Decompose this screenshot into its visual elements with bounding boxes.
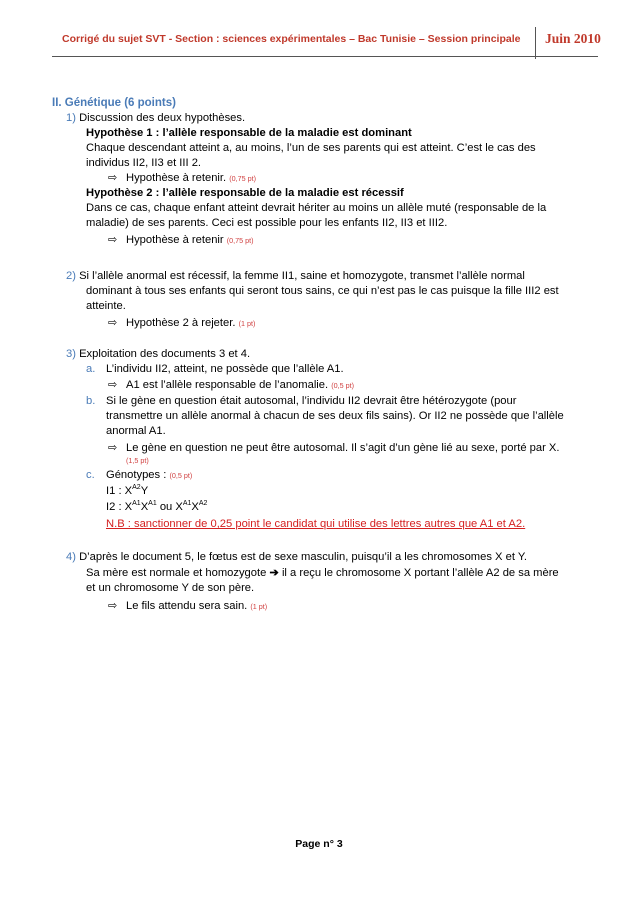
q3-b-line2: transmettre un allèle anormal à chacun de ses deux fils sains). Or II2 ne possède que l’allèle bbox=[106, 410, 564, 422]
q4-conclusion-text: Le fils attendu sera sain. bbox=[126, 600, 248, 612]
q3-b-conclusion bbox=[108, 441, 560, 455]
q2-number: 2) bbox=[66, 270, 76, 282]
q1-h2-conclusion-text: Hypothèse à retenir bbox=[126, 234, 224, 246]
q4-number: 4) bbox=[66, 551, 76, 563]
arrow-right-icon: ⇨ bbox=[108, 317, 118, 329]
arrow-right-icon: ⇨ bbox=[108, 172, 118, 184]
q1-number: 1) bbox=[66, 112, 76, 124]
q3-b-points: (1,5 pt) bbox=[126, 456, 149, 465]
q3-c-text: Génotypes : bbox=[106, 469, 167, 481]
q1-h1-line1: Chaque descendant atteint a, au moins, l’un de ses parents qui est atteint. C’est le cas des bbox=[86, 142, 536, 154]
q4-points: (1 pt) bbox=[250, 602, 268, 611]
q1-h2-conclusion bbox=[108, 233, 254, 248]
q4-line2a: Sa mère est normale et homozygote bbox=[86, 567, 267, 579]
genotype-i2-x: X bbox=[191, 501, 199, 513]
arrow-right-icon: ⇨ bbox=[108, 379, 118, 391]
q3-a bbox=[86, 362, 344, 376]
q1-h1-conclusion bbox=[108, 171, 256, 186]
q2-points: (1 pt) bbox=[238, 319, 256, 328]
allele-superscript: A2 bbox=[198, 500, 208, 507]
q1-h1-line2: individus II2, II3 et III 2. bbox=[86, 157, 202, 169]
genotype-i1-suffix: Y bbox=[140, 485, 149, 497]
arrow-right-icon: ⇨ bbox=[108, 442, 118, 454]
allele-superscript: A2 bbox=[132, 484, 141, 491]
q3-b-line1 bbox=[86, 394, 516, 408]
genotype-i1 bbox=[106, 484, 148, 498]
q1-h1-points: (0,75 pt) bbox=[229, 174, 257, 183]
q4-line2 bbox=[86, 566, 559, 580]
q2-conclusion-text: Hypothèse 2 à rejeter. bbox=[126, 317, 236, 329]
q3-a-label: a. bbox=[86, 363, 96, 375]
q1-h2-title: Hypothèse 2 : l’allèle responsable de la maladie est récessif bbox=[86, 187, 404, 199]
allele-superscript: A1 bbox=[132, 500, 141, 507]
allele-superscript: A1 bbox=[148, 500, 157, 507]
q3-a-text: L’individu II2, atteint, ne possède que l’allèle A1. bbox=[106, 363, 344, 375]
q3-number: 3) bbox=[66, 348, 76, 360]
q4-conclusion bbox=[108, 599, 267, 614]
grading-note: N.B : sanctionner de 0,25 point le candidat qui utilise des lettres autres que A1 et A2. bbox=[106, 518, 526, 530]
header-date: Juin 2010 bbox=[545, 31, 601, 46]
allele-superscript: A1 bbox=[182, 500, 192, 507]
q2-line1 bbox=[66, 269, 525, 283]
q4-line3: et un chromosome Y de son père. bbox=[86, 582, 255, 594]
q1-h2-line1: Dans ce cas, chaque enfant atteint devrait hériter au moins un allèle muté (responsable de la bbox=[86, 202, 547, 214]
header-rule bbox=[52, 56, 598, 57]
q3-a-conclusion bbox=[108, 378, 354, 393]
arrow-right-icon: ⇨ bbox=[108, 234, 118, 246]
genotype-i2-x: X bbox=[140, 501, 149, 513]
implies-arrow-icon: ➔ bbox=[269, 567, 279, 579]
header-divider bbox=[535, 27, 536, 59]
q3-intro bbox=[66, 347, 250, 361]
q3-intro-text: Exploitation des documents 3 et 4. bbox=[79, 348, 251, 360]
q3-a-points: (0,5 pt) bbox=[331, 381, 355, 390]
q4-line1-text: D’après le document 5, le fœtus est de sexe masculin, puisqu’il a les chromosomes X et Y. bbox=[79, 551, 527, 563]
q3-b-label: b. bbox=[86, 395, 96, 407]
q2-line1-text: Si l’allèle anormal est récessif, la femme II1, saine et homozygote, transmet l’allèle normal bbox=[79, 270, 525, 282]
genotype-i2-or: ou X bbox=[156, 501, 183, 513]
arrow-right-icon: ⇨ bbox=[108, 600, 118, 612]
q1-h2-points: (0,75 pt) bbox=[226, 236, 254, 245]
q1-h1-title: Hypothèse 1 : l’allèle responsable de la maladie est dominant bbox=[86, 127, 412, 139]
page-number: Page n° 3 bbox=[295, 838, 343, 850]
q2-line2: dominant à tous ses enfants qui seront tous sains, ce qui n’est pas le cas puisque la fille III2 est bbox=[86, 285, 559, 297]
section-title: II. Génétique (6 points) bbox=[52, 97, 176, 109]
genotype-i1-prefix: I1 : X bbox=[106, 485, 133, 497]
q3-c-points: (0,5 pt) bbox=[169, 471, 193, 480]
q1-intro-text: Discussion des deux hypothèses. bbox=[79, 112, 246, 124]
q3-a-conclusion-text: A1 est l’allèle responsable de l’anomalie. bbox=[126, 379, 329, 391]
genotype-i2-prefix: I2 : X bbox=[106, 501, 133, 513]
q4-line2b: il a reçu le chromosome X portant l’allèle A2 de sa mère bbox=[281, 567, 559, 579]
q3-c bbox=[86, 468, 192, 483]
q1-h2-line2: maladie) de ses parents. Ceci est possible pour les enfants II2, II3 et III2. bbox=[86, 217, 448, 229]
q3-b-line1-text: Si le gène en question était autosomal, l’individu II2 devrait être hétérozygote (pour bbox=[106, 395, 517, 407]
q3-b-conclusion-text: Le gène en question ne peut être autosomal. Il s’agit d’un gène lié au sexe, porté par X. bbox=[126, 442, 560, 454]
q4-line1 bbox=[66, 550, 527, 564]
genotype-i2 bbox=[106, 500, 207, 514]
q3-c-label: c. bbox=[86, 469, 95, 481]
q3-b-line3: anormal A1. bbox=[106, 425, 166, 437]
q1-intro bbox=[66, 111, 245, 125]
q2-conclusion bbox=[108, 316, 255, 331]
header-title: Corrigé du sujet SVT - Section : sciences expérimentales – Bac Tunisie – Session principale bbox=[62, 33, 521, 45]
q2-line3: atteinte. bbox=[86, 300, 126, 312]
q1-h1-conclusion-text: Hypothèse à retenir. bbox=[126, 172, 227, 184]
